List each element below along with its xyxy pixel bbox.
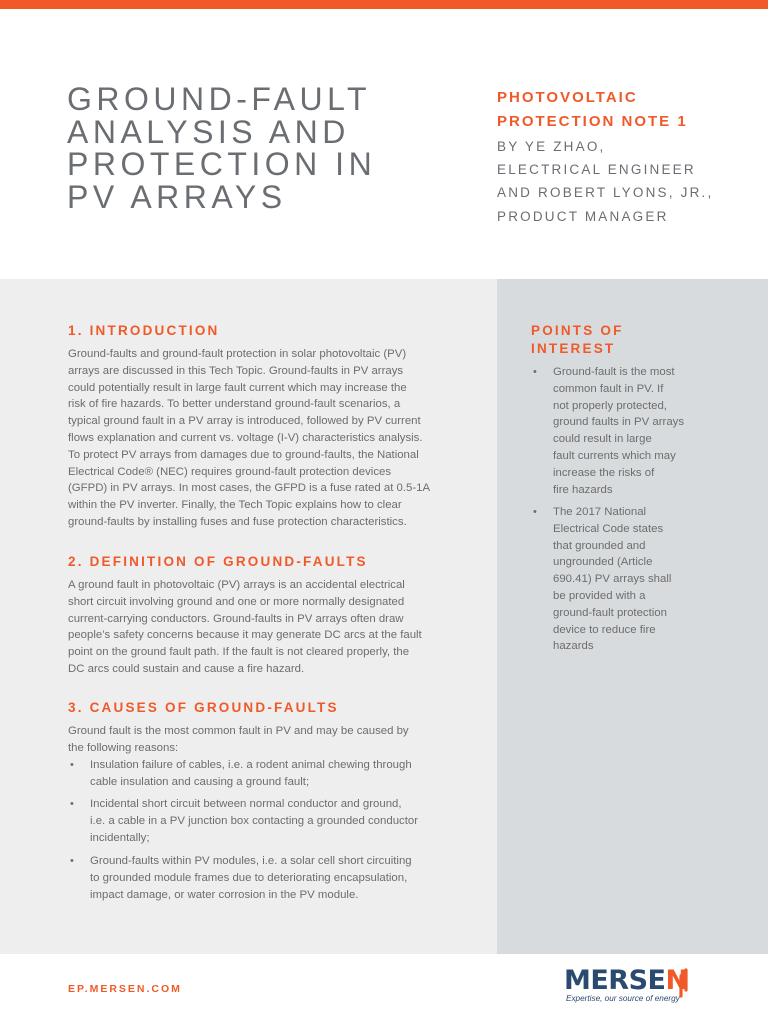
list-item-text	[90, 757, 412, 791]
text-line: A ground fault in photovoltaic (PV) arrays is an accidental electrical	[68, 579, 405, 591]
heading-line: INTEREST	[531, 341, 616, 356]
series-label	[497, 86, 688, 134]
text-line: current-carrying conductors. Ground-faults in PV arrays often draw	[68, 612, 404, 625]
section-heading-causes: 3. CAUSES OF GROUND-FAULTS	[68, 700, 339, 715]
list-item-text	[553, 504, 671, 655]
definition-paragraph	[68, 577, 468, 678]
text-line: that grounded and	[553, 539, 646, 552]
text-line: (GFPD) in PV arrays. In most cases, the GFPD is a fuse rated at 0.5-1A	[68, 482, 431, 495]
text-line: to grounded module frames due to deteriorating encapsulation,	[90, 871, 408, 884]
text-line: To protect PV arrays from damages due to ground-faults, the National	[68, 448, 419, 461]
text-line: increase the risks of	[553, 466, 655, 479]
text-line: i.e. a cable in a PV junction box contacting a grounded conductor	[90, 814, 419, 827]
website-link[interactable]: EP.MERSEN.COM	[68, 983, 182, 995]
text-line: people’s safety concerns because it may generate DC arcs at the fault	[68, 629, 422, 642]
text-line: Electrical Code® (NEC) requires ground-fault protection devices	[68, 465, 392, 478]
causes-paragraph	[68, 723, 468, 757]
document-title	[67, 83, 467, 213]
text-line: ground faults in PV arrays	[553, 416, 685, 429]
top-accent-bar	[0, 0, 768, 9]
byline-line: AND ROBERT LYONS, JR.,	[497, 185, 714, 201]
text-line: be provided with a	[553, 589, 646, 602]
text-line: Incidental short circuit between normal conductor and ground,	[90, 798, 402, 810]
text-line: arrays are discussed in this Tech Topic. Ground-faults in PV arrays	[68, 364, 404, 377]
text-line: incidentally;	[90, 831, 150, 844]
bullet-icon: •	[533, 506, 537, 518]
text-line: could result in large	[553, 433, 652, 446]
text-line: Ground-faults and ground-fault protection in solar photovoltaic (PV)	[68, 348, 407, 360]
text-line: cable insulation and causing a ground fault;	[90, 775, 310, 788]
series-line: PROTECTION NOTE 1	[497, 113, 688, 130]
text-line: could potentially result in large fault current which may increase the	[68, 381, 407, 394]
mersen-logo	[560, 966, 710, 1010]
byline-line: ELECTRICAL ENGINEER	[497, 162, 696, 178]
points-of-interest-heading	[531, 322, 624, 358]
text-line: the following reasons:	[68, 741, 179, 754]
text-line: ground-faults by installing fuses and fuse protection characteristics.	[68, 515, 407, 528]
title-line: ANALYSIS AND	[67, 113, 350, 150]
title-line: PROTECTION IN	[67, 146, 377, 182]
heading-line: POINTS OF	[531, 323, 624, 338]
section-heading-definition: 2. DEFINITION OF GROUND-FAULTS	[68, 554, 368, 569]
text-line: fire hazards	[553, 483, 613, 496]
text-line: point on the ground fault path. If the fault is not cleared properly, the	[68, 646, 410, 659]
title-line: GROUND-FAULT	[67, 81, 372, 117]
bullet-icon: •	[70, 855, 74, 867]
author-byline	[497, 135, 713, 228]
introduction-paragraph	[68, 346, 468, 531]
page-footer	[0, 954, 768, 1024]
title-line: PV ARRAYS	[67, 178, 287, 215]
text-line: ground-fault protection	[553, 606, 667, 619]
logo-wordmark	[564, 966, 688, 996]
text-line: flows explanation and current vs. voltage (I-V) characteristics analysis.	[68, 431, 423, 444]
text-line: ungrounded (Article	[553, 556, 653, 569]
list-item-text	[553, 364, 684, 498]
text-line: Insulation failure of cables, i.e. a rodent animal chewing through	[90, 759, 412, 771]
text-line: typical ground fault in a PV array is introduced, followed by PV current	[68, 415, 421, 428]
logo-tagline: Expertise, our source of energy	[566, 994, 680, 1003]
list-item-text	[90, 853, 412, 903]
text-line: Ground fault is the most common fault in PV and may be caused by	[68, 725, 409, 737]
text-line: fault currents which may	[553, 449, 676, 462]
byline-line: BY YE ZHAO,	[497, 139, 606, 154]
text-line: impact damage, or water corrosion in the PV module.	[90, 888, 359, 901]
section-heading-introduction: 1. INTRODUCTION	[68, 323, 220, 338]
text-line: Electrical Code states	[553, 522, 664, 535]
text-line: short circuit involving ground and one or more normally designated	[68, 595, 405, 608]
text-line: Ground-faults within PV modules, i.e. a solar cell short circuiting	[90, 855, 412, 867]
text-line: DC arcs could sustain and cause a fire hazard.	[68, 662, 305, 675]
bullet-icon: •	[70, 798, 74, 810]
list-item-text	[90, 796, 418, 846]
text-line: within the PV inverter. Finally, the Tech Topic explains how to clear	[68, 499, 402, 512]
bullet-icon: •	[70, 759, 74, 771]
text-line: hazards	[553, 640, 594, 653]
logo-wordmark-accent: N	[665, 965, 688, 996]
byline-line: PRODUCT MANAGER	[497, 208, 669, 224]
text-line: Ground-fault is the most	[553, 366, 675, 378]
series-line: PHOTOVOLTAIC	[497, 89, 638, 106]
text-line: common fault in PV. If	[553, 382, 664, 395]
bullet-icon: •	[533, 366, 537, 378]
text-line: 690.41) PV arrays shall	[553, 573, 672, 586]
text-line: risk of fire hazards. To better understand ground-fault scenarios, a	[68, 398, 401, 411]
text-line: not properly protected,	[553, 399, 667, 412]
text-line: The 2017 National	[553, 506, 647, 518]
logo-wordmark-main: MERSE	[564, 965, 666, 996]
text-line: device to reduce fire	[553, 623, 656, 636]
